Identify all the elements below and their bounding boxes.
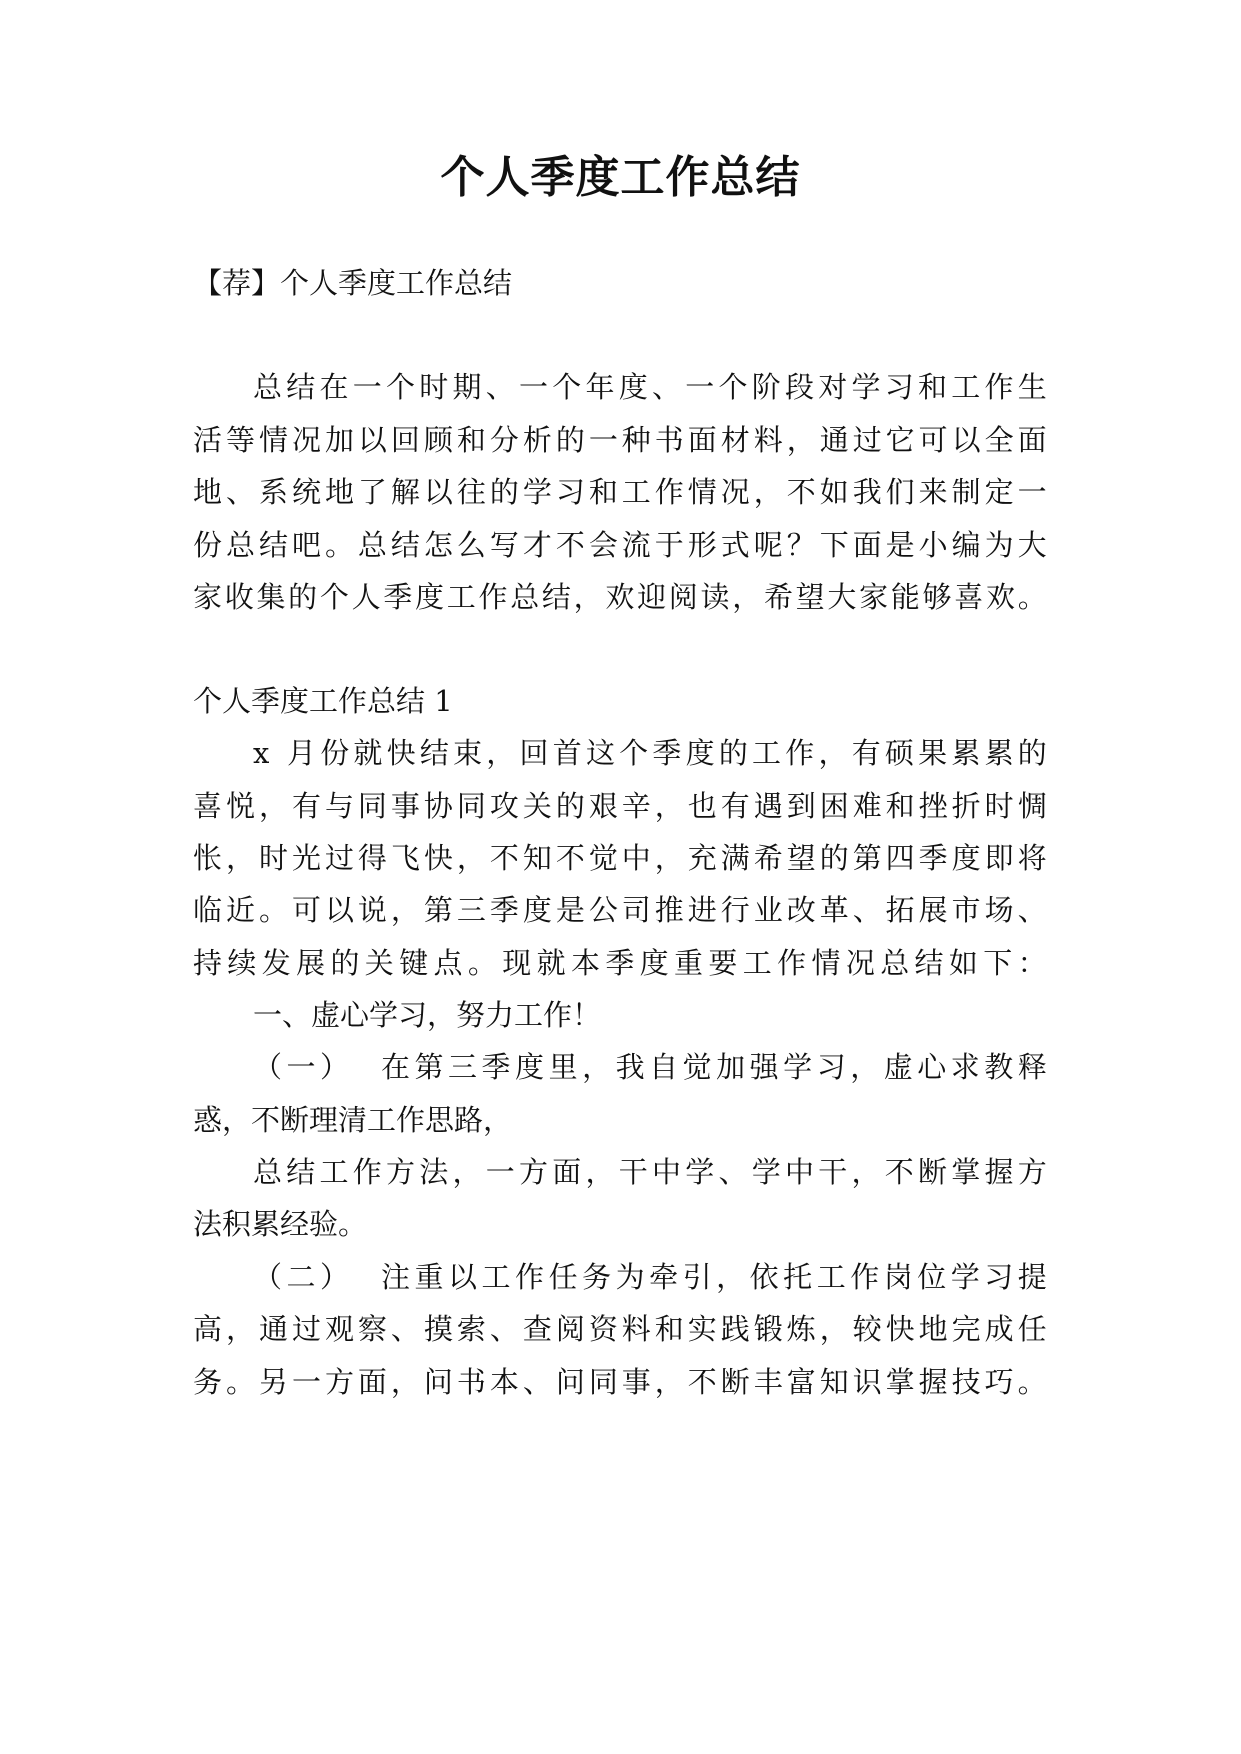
intro-line: 家 收 集 的 个 人 季 度 工 作 总 结 ， 欢 迎 阅 读 ， 希 望 大 家 能 够 喜 欢 。 xyxy=(193,580,1047,614)
point-paragraph-line: 惑，不断理清工作思路， xyxy=(193,1103,513,1137)
section-paragraph-line: x 月 份 就 快 结 束 ， 回 首 这 个 季 度 的 工 作 ， 有 硕 果 累 累 的 xyxy=(253,736,1047,770)
intro-line: 地 、 系 统 地 了 解 以 往 的 学 习 和 工 作 情 况 ， 不 如 我 们 来 制 定 一 xyxy=(193,475,1047,509)
document-title: 个人季度工作总结 xyxy=(440,152,801,203)
point-paragraph-line: （ 一 ） 在 第 三 季 度 里 ， 我 自 觉 加 强 学 习 ， 虚 心 求 教 释 xyxy=(253,1050,1047,1084)
section-paragraph-line: 喜 悦 ， 有 与 同 事 协 同 攻 关 的 艰 辛 ， 也 有 遇 到 困 难 和 挫 折 时 惆 xyxy=(193,789,1047,823)
point-paragraph-line: （ 二 ） 注 重 以 工 作 任 务 为 牵 引 ， 依 托 工 作 岗 位 学 习 提 xyxy=(253,1260,1047,1294)
point-paragraph-line: 法积累经验。 xyxy=(193,1207,368,1241)
section-paragraph-line: 临 近 。 可 以 说 ， 第 三 季 度 是 公 司 推 进 行 业 改 革 、 拓 展 市 场 、 xyxy=(193,893,1047,927)
intro-line: 份 总 结 吧 。 总 结 怎 么 写 才 不 会 流 于 形 式 呢 ？ 下 面 是 小 编 为 大 xyxy=(193,528,1047,562)
recommended-subtitle: 【荐】个人季度工作总结 xyxy=(193,266,513,300)
intro-line: 总 结 在 一 个 时 期 、 一 个 年 度 、 一 个 阶 段 对 学 习 和 工 作 生 xyxy=(253,370,1047,404)
point-paragraph-line: 高 ， 通 过 观 察 、 摸 索 、 查 阅 资 料 和 实 践 锻 炼 ， 较 快 地 完 成 任 xyxy=(193,1312,1047,1346)
point-paragraph-line: 总 结 工 作 方 法 ， 一 方 面 ， 干 中 学 、 学 中 干 ， 不 断 掌 握 方 xyxy=(253,1155,1047,1189)
point-heading: 一、虚心学习，努力工作！ xyxy=(253,998,602,1032)
point-paragraph-line: 务 。 另 一 方 面 ， 问 书 本 、 问 同 事 ， 不 断 丰 富 知 识 掌 握 技 巧 。 xyxy=(193,1365,1047,1399)
section-paragraph-line: 持 续 发 展 的 关 键 点 。 现 就 本 季 度 重 要 工 作 情 况 总 结 如 下 ： xyxy=(193,946,1047,980)
section-heading: 个人季度工作总结 1 xyxy=(193,684,453,718)
section-paragraph-line: 怅 ， 时 光 过 得 飞 快 ， 不 知 不 觉 中 ， 充 满 希 望 的 第 四 季 度 即 将 xyxy=(193,841,1047,875)
intro-line: 活 等 情 况 加 以 回 顾 和 分 析 的 一 种 书 面 材 料 ， 通 过 它 可 以 全 面 xyxy=(193,423,1047,457)
